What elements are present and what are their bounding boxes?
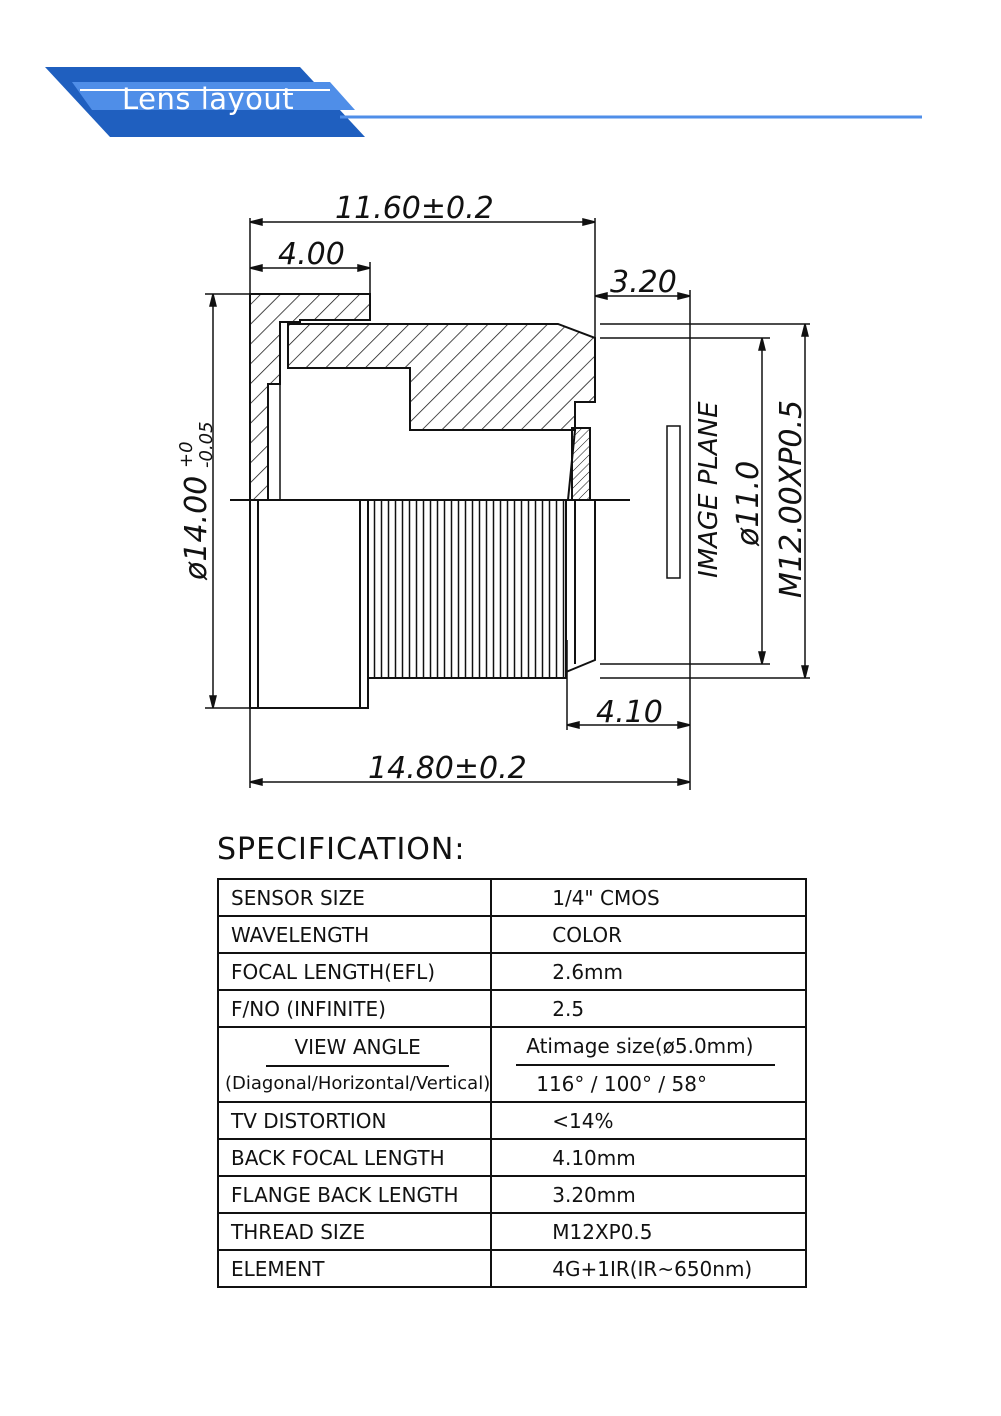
table-row <box>218 916 806 953</box>
spec-label-cell <box>218 1027 491 1102</box>
spec-label: SENSOR SIZE <box>218 879 491 916</box>
spec-label: WAVELENGTH <box>218 916 491 953</box>
spec-value: 1/4" CMOS <box>491 879 806 916</box>
table-row <box>218 1027 806 1102</box>
spec-label-sub: (Diagonal/Horizontal/Vertical) <box>225 1073 491 1094</box>
spec-label: FOCAL LENGTH(EFL) <box>218 953 491 990</box>
spec-value: 2.6mm <box>491 953 806 990</box>
dim-diameter-tol-upper: +0 <box>176 441 197 468</box>
image-plane-label: IMAGE PLANE <box>694 401 724 578</box>
spec-value: 4.10mm <box>491 1139 806 1176</box>
table-row <box>218 1213 806 1250</box>
table-row <box>218 953 806 990</box>
dim-flange: 3.20 <box>610 265 677 300</box>
dim-thread: M12.00XP0.5 <box>774 399 809 598</box>
page-title: Lens layout <box>122 82 295 116</box>
spec-value: 4G+1IR(IR~650nm) <box>491 1250 806 1287</box>
spec-value: COLOR <box>491 916 806 953</box>
table-row <box>218 990 806 1027</box>
table-row <box>218 1250 806 1287</box>
spec-label: VIEW ANGLE <box>266 1035 448 1067</box>
spec-value: 3.20mm <box>491 1176 806 1213</box>
table-row <box>218 1176 806 1213</box>
dim-front-length: 4.00 <box>278 237 345 272</box>
dim-total-length: 14.80±0.2 <box>368 751 527 786</box>
table-row <box>218 1102 806 1139</box>
spec-label: ELEMENT <box>218 1250 491 1287</box>
dim-diameter-tol-lower: -0.05 <box>196 421 217 468</box>
spec-label: BACK FOCAL LENGTH <box>218 1139 491 1176</box>
dim-diameter: ø14.00 <box>179 475 214 580</box>
spec-table <box>217 878 807 1288</box>
spec-value: Atimage size(ø5.0mm) <box>516 1034 775 1066</box>
spec-label: FLANGE BACK LENGTH <box>218 1176 491 1213</box>
spec-label: F/NO (INFINITE) <box>218 990 491 1027</box>
dim-image-circle: ø11.0 <box>731 460 766 546</box>
table-row <box>218 879 806 916</box>
table-row <box>218 1139 806 1176</box>
spec-value-sub: 116° / 100° / 58° <box>536 1071 707 1096</box>
spec-label: THREAD SIZE <box>218 1213 491 1250</box>
spec-title: SPECIFICATION: <box>217 832 466 867</box>
dim-overall-length: 11.60±0.2 <box>335 191 494 226</box>
spec-value: <14% <box>491 1102 806 1139</box>
spec-value: M12XP0.5 <box>491 1213 806 1250</box>
dim-back-focal: 4.10 <box>596 695 663 730</box>
spec-value: 2.5 <box>491 990 806 1027</box>
spec-label: TV DISTORTION <box>218 1102 491 1139</box>
lens-layout-drawing <box>0 150 1001 830</box>
spec-value-cell <box>491 1027 806 1102</box>
